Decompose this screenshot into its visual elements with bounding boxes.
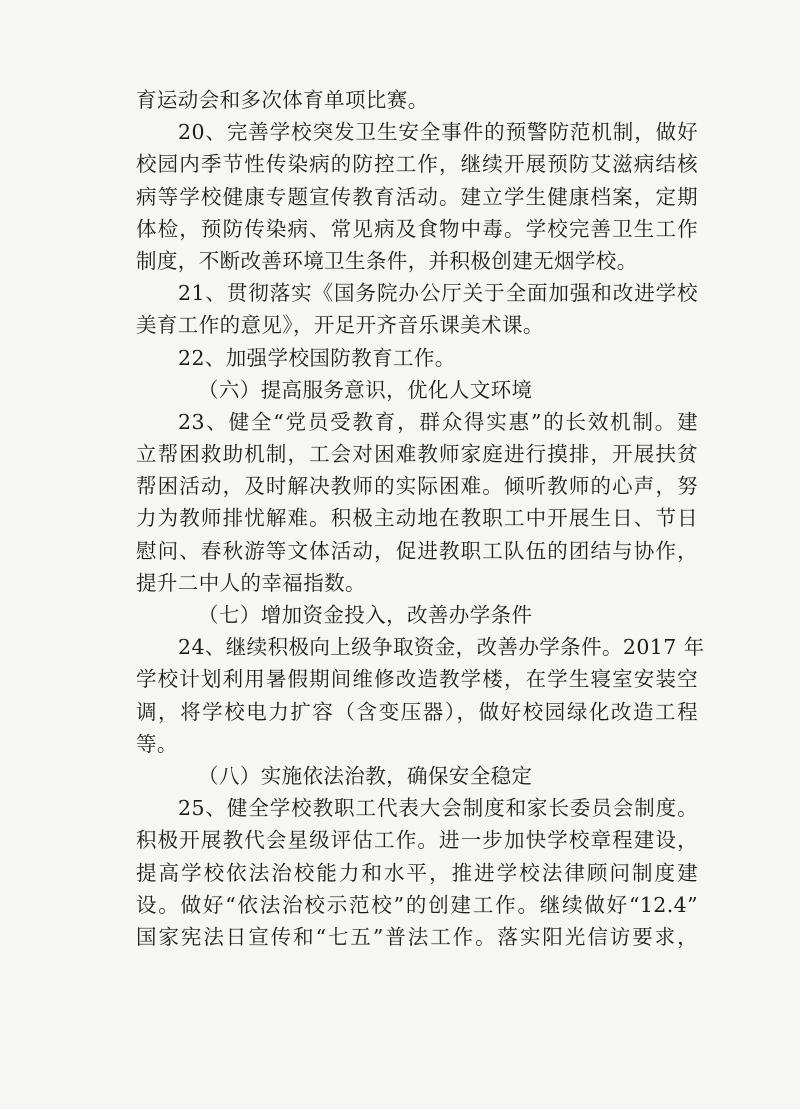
text-line: 24、继续积极向上级争取资金，改善办学条件。2017 年 <box>178 635 705 660</box>
text-line: 力为教师排忧解难。积极主动地在教职工中开展生日、节日 <box>136 506 698 531</box>
text-line: 设。做好“依法治校示范校”的创建工作。继续做好“12.4” <box>136 892 698 917</box>
text-line: 20、完善学校突发卫生安全事件的预警防范机制，做好 <box>178 120 698 145</box>
section-heading: （七）增加资金投入，改善办学条件 <box>198 603 533 627</box>
text-line: 学校计划利用暑假期间维修改造教学楼，在学生寝室安装空 <box>136 667 698 692</box>
text-line: 21、贯彻落实《国务院办公厅关于全面加强和改进学校 <box>178 281 698 306</box>
text-line: 美育工作的意见》，开足开齐音乐课美术课。 <box>136 313 544 338</box>
text-line: 22、加强学校国防教育工作。 <box>178 345 456 370</box>
text-line: 国家宪法日宣传和“七五”普法工作。落实阳光信访要求， <box>136 924 698 949</box>
section-heading: （八）实施依法治教，确保安全稳定 <box>198 763 533 788</box>
text-line: 慰问、春秋游等文体活动，促进教职工队伍的团结与协作， <box>136 538 698 563</box>
document-body <box>136 84 705 953</box>
text-line: 提高学校依法治校能力和水平，推进学校法律顾问制度建 <box>136 860 698 885</box>
section-heading: （六）提高服务意识，优化人文环境 <box>198 377 533 402</box>
text-line: 制度，不断改善环境卫生条件，并积极创建无烟学校。 <box>136 248 638 273</box>
text-line: 育运动会和多次体育单项比赛。 <box>136 88 429 112</box>
text-line: 立帮困救助机制，工会对困难教师家庭进行摸排，开展扶贫 <box>136 442 698 467</box>
text-line: 等。 <box>136 731 178 756</box>
text-line: 提升二中人的幸福指数。 <box>136 570 366 595</box>
text-line: 帮困活动，及时解决教师的实际困难。倾听教师的心声，努 <box>136 474 698 499</box>
text-line: 病等学校健康专题宣传教育活动。建立学生健康档案，定期 <box>136 184 698 209</box>
text-line: 23、健全“党员受教育，群众得实惠”的长效机制。建 <box>178 409 698 434</box>
text-line: 体检，预防传染病、常见病及食物中毒。学校完善卫生工作 <box>136 216 698 241</box>
text-line: 25、健全学校教职工代表大会制度和家长委员会制度。 <box>178 796 698 821</box>
text-line: 积极开展教代会星级评估工作。进一步加快学校章程建设， <box>136 828 698 853</box>
text-line: 校园内季节性传染病的防控工作，继续开展预防艾滋病结核 <box>136 152 698 177</box>
text-line: 调，将学校电力扩容（含变压器），做好校园绿化改造工程 <box>136 699 698 724</box>
